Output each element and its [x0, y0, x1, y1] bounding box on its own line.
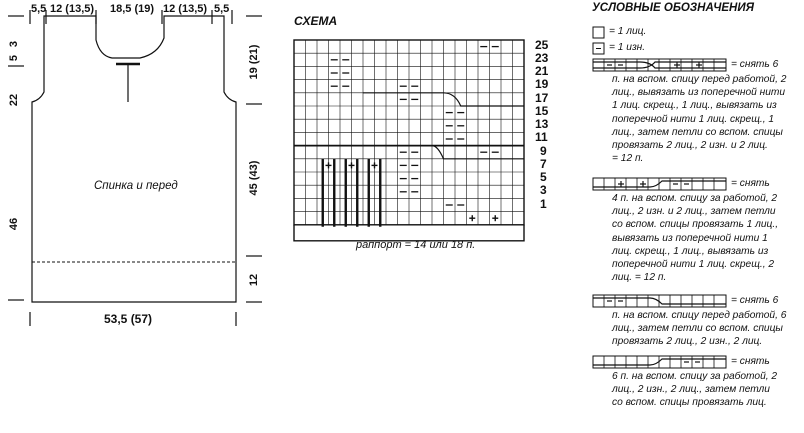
legend-title: УСЛОВНЫЕ ОБОЗНАЧЕНИЯ	[592, 2, 754, 14]
top-dim-shoulder-right-edge: 5,5	[214, 3, 230, 15]
legend-purl-text: = 1 изн.	[609, 42, 646, 53]
row-number: 1	[540, 197, 547, 211]
row-number: 13	[535, 117, 549, 131]
legend-item-head: = снять	[731, 178, 770, 189]
row-number: 25	[535, 38, 549, 52]
top-dim-neck: 18,5 (19)	[110, 3, 155, 15]
row-number: 21	[535, 64, 549, 78]
top-dim-shoulder-right: 12 (13,5)	[163, 3, 208, 15]
left-dim-22: 22	[8, 93, 20, 107]
scheme-title: СХЕМА	[294, 14, 338, 28]
row-number: 15	[535, 104, 549, 118]
left-dim-46: 46	[8, 217, 20, 231]
garment-label: Спинка и перед	[94, 180, 178, 192]
row-number: 9	[540, 144, 547, 158]
legend-item-head: = снять 6	[731, 295, 779, 306]
row-number: 19	[535, 77, 549, 91]
row-number: 11	[535, 130, 548, 144]
row-number: 7	[540, 157, 547, 171]
row-number: 5	[540, 170, 547, 184]
left-dim-5: 5	[8, 54, 20, 62]
left-dim-3: 3	[8, 40, 20, 48]
legend-item-head: = снять 6	[731, 59, 779, 70]
bottom-dim-width: 53,5 (57)	[104, 312, 153, 326]
row-number: 23	[535, 51, 549, 65]
top-dim-shoulder-left: 12 (13,5)	[50, 3, 95, 15]
right-dim-rib: 12	[248, 273, 260, 287]
legend-item-body: 4 п. на вспом. спицу за работой, 2 лиц., 2 изн. и 2 лиц., затем петли со вспом. спицы провязать 1 лиц., вывязать из поперечной нити 1 лиц. скрещ., 1 лиц., вывязать из поперечной нити 1 лиц. скрещ., 2 лиц. = 12 п.	[612, 193, 779, 284]
repeat-label: раппорт = 14 или 18 п.	[356, 239, 476, 251]
right-dim-armhole: 19 (21)	[248, 44, 260, 80]
legend-item-body: п. на вспом. спицу перед работой, 6 лиц., затем петли со вспом. спицы провязать 2 лиц., 2 изн., 2 лиц.	[612, 310, 787, 348]
legend-item-body: п. на вспом. спицу перед работой, 2 лиц., вывязать из поперечной нити 1 лиц. скрещ., 1 лиц., вывязать из поперечной нити 1 лиц. скрещ., 1 лиц., затем петли со вспом. спицы провязать 2 лиц., 2 изн. и 2 лиц. = 12 п.	[612, 74, 787, 165]
right-dim-body: 45 (43)	[248, 160, 260, 196]
row-number: 17	[535, 91, 549, 105]
row-number: 3	[540, 183, 547, 197]
legend-knit-text: = 1 лиц.	[609, 26, 647, 37]
legend-item-head: = снять	[731, 356, 770, 367]
top-dim-shoulder-left-edge: 5,5	[31, 3, 47, 15]
legend-item-body: 6 п. на вспом. спицу за работой, 2 лиц., 2 изн., 2 лиц., затем петли со вспом. спицы провязать лиц.	[612, 371, 778, 409]
